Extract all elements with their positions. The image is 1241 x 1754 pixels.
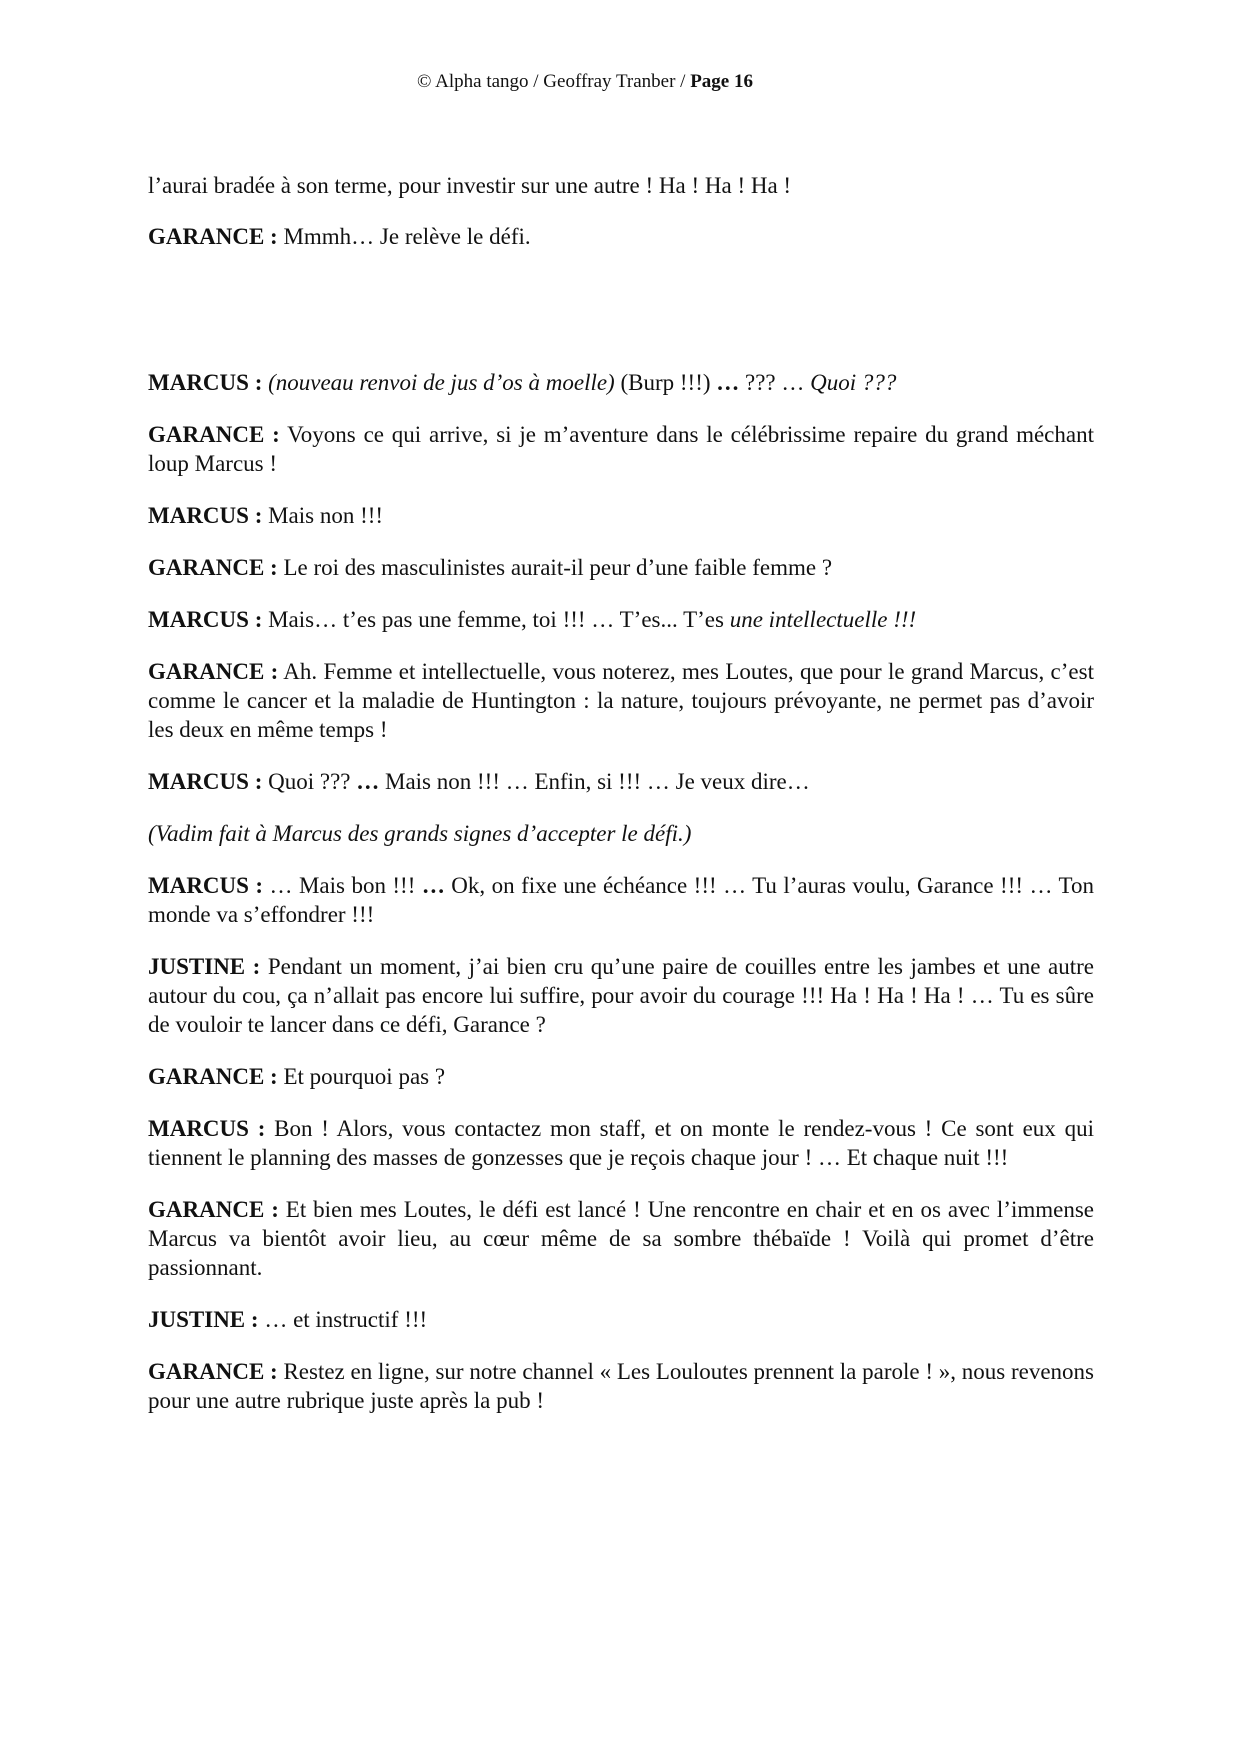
speaker-name: GARANCE :	[148, 422, 280, 447]
dialogue-text: …	[356, 769, 380, 794]
dialogue-text: … Mais bon !!!	[263, 873, 422, 898]
speaker-name: GARANCE :	[148, 1359, 278, 1384]
dialogue-text: Bon ! Alors, vous contactez mon staff, et on monte le rendez-vous ! Ce sont eux qui tiennent le planning des masses de gonzesses que je reçois chaque jour ! … Et chaque nuit !!!	[148, 1116, 1094, 1170]
stage-direction: Quoi ???	[810, 370, 897, 395]
dialogue-paragraph	[148, 222, 1094, 251]
dialogue-paragraph	[148, 1062, 1094, 1091]
speaker-name: MARCUS :	[148, 370, 263, 395]
speaker-name: GARANCE :	[148, 1064, 278, 1089]
dialogue-text: Le roi des masculinistes aurait-il peur d’une faible femme ?	[277, 555, 833, 580]
dialogue-text: ??? …	[739, 370, 811, 395]
dialogue-text: Voyons ce qui arrive, si je m’aventure dans le célébrissime repaire du grand méchant loup Marcus !	[148, 422, 1094, 476]
speaker-name: MARCUS :	[148, 607, 263, 632]
dialogue-paragraph	[148, 368, 1094, 397]
speaker-name: MARCUS :	[148, 873, 264, 898]
dialogue-text: … et instructif !!!	[258, 1307, 428, 1332]
dialogue-text: Mais non !!! … Enfin, si !!! … Je veux dire…	[379, 769, 810, 794]
dialogue-text: …	[716, 370, 740, 395]
dialogue-text: Restez en ligne, sur notre channel « Les Louloutes prennent la parole ! », nous revenons pour une autre rubrique juste après la pub !	[148, 1359, 1094, 1413]
dialogue-text: Et bien mes Loutes, le défi est lancé ! Une rencontre en chair et en os avec l’immense Marcus va bientôt avoir lieu, au cœur même de sa sombre thébaïde ! Voilà qui promet d’être passionnant.	[148, 1197, 1094, 1280]
dialogue-paragraph	[148, 1195, 1094, 1282]
dialogue-text: Ah. Femme et intellectuelle, vous noterez, mes Loutes, que pour le grand Marcus, c’est comme le cancer et la maladie de Huntington : la nature, toujours prévoyante, ne permet pas d’avoir les deux en même temps !	[148, 659, 1094, 742]
dialogue-text: Et pourquoi pas ?	[277, 1064, 446, 1089]
speaker-name: MARCUS :	[148, 503, 263, 528]
speaker-name: GARANCE :	[148, 659, 279, 684]
speaker-name: JUSTINE :	[148, 954, 261, 979]
page-header	[0, 70, 1170, 94]
speaker-name: MARCUS :	[148, 1116, 266, 1141]
dialogue-paragraph	[148, 1357, 1094, 1415]
page-number: Page 16	[690, 71, 753, 92]
dialogue-text: Mais non !!!	[262, 503, 384, 528]
dialogue-paragraph	[148, 952, 1094, 1039]
header-copyright: © Alpha tango / Geoffray Tranber /	[417, 71, 691, 92]
dialogue-paragraph	[148, 420, 1094, 478]
dialogue-text: Ok, on fixe une échéance !!! … Tu l’auras voulu, Garance !!! … Ton monde va s’effondrer !!!	[148, 873, 1094, 927]
dialogue-text: Mmmh… Je relève le défi.	[277, 224, 531, 249]
dialogue-paragraph	[148, 1305, 1094, 1334]
dialogue-paragraph	[148, 871, 1094, 929]
dialogue-paragraph	[148, 553, 1094, 582]
stage-direction: une intellectuelle !!!	[729, 607, 917, 632]
dialogue-paragraph	[148, 171, 1094, 200]
speaker-name: JUSTINE :	[148, 1307, 259, 1332]
dialogue-text: l’aurai bradée à son terme, pour investir sur une autre ! Ha ! Ha ! Ha !	[148, 173, 792, 198]
speaker-name: GARANCE :	[148, 224, 278, 249]
dialogue-text: Mais… t’es pas une femme, toi !!! … T’es... T’es	[262, 607, 730, 632]
dialogue-text: (Burp !!!)	[614, 370, 717, 395]
dialogue-text: Pendant un moment, j’ai bien cru qu’une paire de couilles entre les jambes et une autre autour du cou, ça n’allait pas encore lui suffire, pour avoir du courage !!! Ha ! Ha ! Ha ! … Tu es sûre de vouloir te lancer dans ce défi, Garance ?	[148, 954, 1094, 1037]
dialogue-paragraph	[148, 1114, 1094, 1172]
stage-direction: (nouveau renvoi de jus d’os à moelle)	[268, 370, 615, 395]
speaker-name: GARANCE :	[148, 1197, 279, 1222]
dialogue-text: Quoi ???	[262, 769, 357, 794]
dialogue-paragraph	[148, 819, 1094, 848]
dialogue-paragraph	[148, 767, 1094, 796]
script-text	[148, 171, 1094, 1415]
speaker-name: MARCUS :	[148, 769, 263, 794]
dialogue-paragraph	[148, 605, 1094, 634]
stage-direction: (Vadim fait à Marcus des grands signes d’accepter le défi.)	[148, 821, 692, 846]
dialogue-paragraph	[148, 657, 1094, 744]
dialogue-text: …	[421, 873, 445, 898]
speaker-name: GARANCE :	[148, 555, 278, 580]
dialogue-paragraph	[148, 501, 1094, 530]
